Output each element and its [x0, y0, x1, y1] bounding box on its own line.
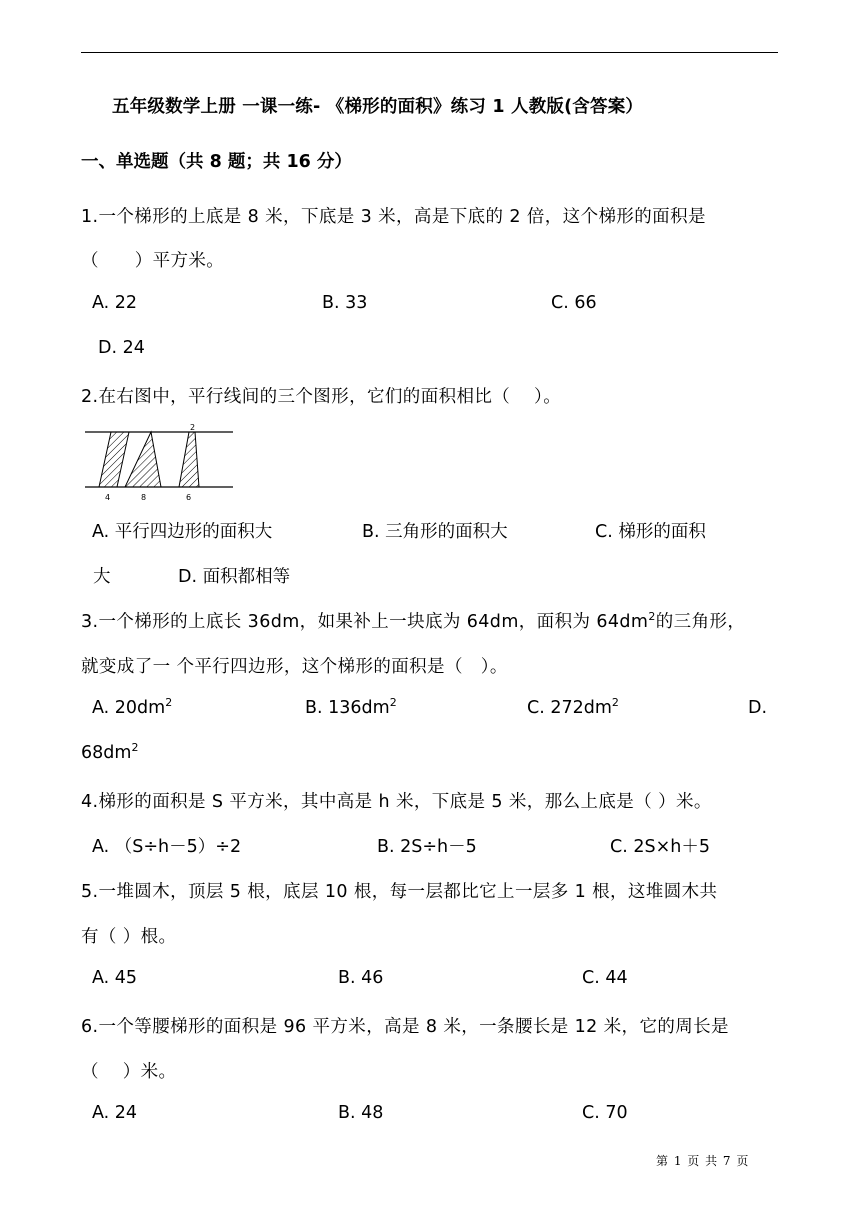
header-rule	[81, 52, 778, 53]
question-2-option-d: D. 面积都相等	[178, 567, 291, 587]
question-5-option-b: B. 46	[338, 968, 384, 988]
question-4-option-c: C. 2S×h＋5	[610, 837, 710, 857]
question-1-text: 1.一个梯形的上底是 8 米，下底是 3 米，高是下底的 2 倍，这个梯形的面积是	[81, 207, 706, 227]
question-1-option-b: B. 33	[322, 293, 368, 313]
question-2-option-c: C. 梯形的面积	[595, 522, 706, 542]
question-3-option-c: C. $272dm^2$	[527, 696, 619, 718]
question-2-option-b: B. 三角形的面积大	[362, 522, 508, 542]
question-5-option-a: A. 45	[92, 968, 138, 988]
question-6-text-cont: （ ）米。	[81, 1062, 177, 1082]
question-3-option-b: B. $136dm^2$	[305, 696, 397, 718]
question-1-option-d: D. 24	[98, 338, 145, 358]
parallelogram-shape	[99, 432, 129, 487]
question-1-option-a: A. 22	[92, 293, 138, 313]
question-2-option-a: A. 平行四边形的面积大	[92, 522, 273, 542]
document-title: 五年级数学上册 一课一练- 《梯形的面积》练习 1 人教版(含答案）	[112, 97, 644, 117]
question-6-option-c: C. 70	[582, 1103, 628, 1123]
question-6-option-b: B. 48	[338, 1103, 384, 1123]
question-1-text-cont: （ ）平方米。	[81, 251, 225, 271]
question-2-text: 2.在右图中，平行线间的三个图形，它们的面积相比（ ）。	[81, 387, 562, 407]
question-3-option-a: A. $20dm^2$	[92, 696, 173, 718]
question-3-text-cont: 就变成了一 个平行四边形，这个梯形的面积是（ ）。	[81, 657, 508, 677]
figure-label-triangle-base: 8	[141, 493, 147, 502]
figure-label-parallelogram-base: 4	[105, 493, 111, 502]
question-3-option-d: D.	[748, 698, 768, 718]
question-6-text: 6.一个等腰梯形的面积是 96 平方米，高是 8 米，一条腰长是 12 米，它的周长是	[81, 1017, 729, 1037]
question-6-option-a: A. 24	[92, 1103, 138, 1123]
trapezoid-shape	[179, 432, 199, 487]
section-heading: 一、单选题（共 8 题；共 16 分）	[81, 152, 352, 172]
question-1-option-c: C. 66	[551, 293, 597, 313]
question-4-option-b: B. 2S÷h－5	[377, 837, 477, 857]
page-number: 第 1 页 共 7 页	[656, 1154, 750, 1168]
figure-label-trapezoid-base: 6	[186, 493, 192, 502]
question-2-option-c-cont: 大	[93, 567, 111, 587]
question-4-text: 4.梯形的面积是 S 平方米，其中高是 h 米，下底是 5 米，那么上底是（ ）米。	[81, 792, 712, 812]
figure-label-top: 2	[190, 423, 196, 432]
parallel-lines-figure	[85, 421, 235, 505]
question-4-option-a: A. （S÷h－5）÷2	[92, 837, 242, 857]
question-5-text-cont: 有（ ）根。	[81, 927, 177, 947]
question-3-option-d-cont: $68dm^2$	[81, 741, 139, 763]
question-5-text: 5.一堆圆木，顶层 5 根，底层 10 根，每一层都比它上一层多 1 根，这堆圆木共	[81, 882, 718, 902]
triangle-shape	[125, 432, 161, 487]
question-5-option-c: C. 44	[582, 968, 628, 988]
question-3-text: 3.一个梯形的上底长 36dm，如果补上一块底为 64dm，面积为 $64dm^2$的三角形，	[81, 610, 746, 632]
